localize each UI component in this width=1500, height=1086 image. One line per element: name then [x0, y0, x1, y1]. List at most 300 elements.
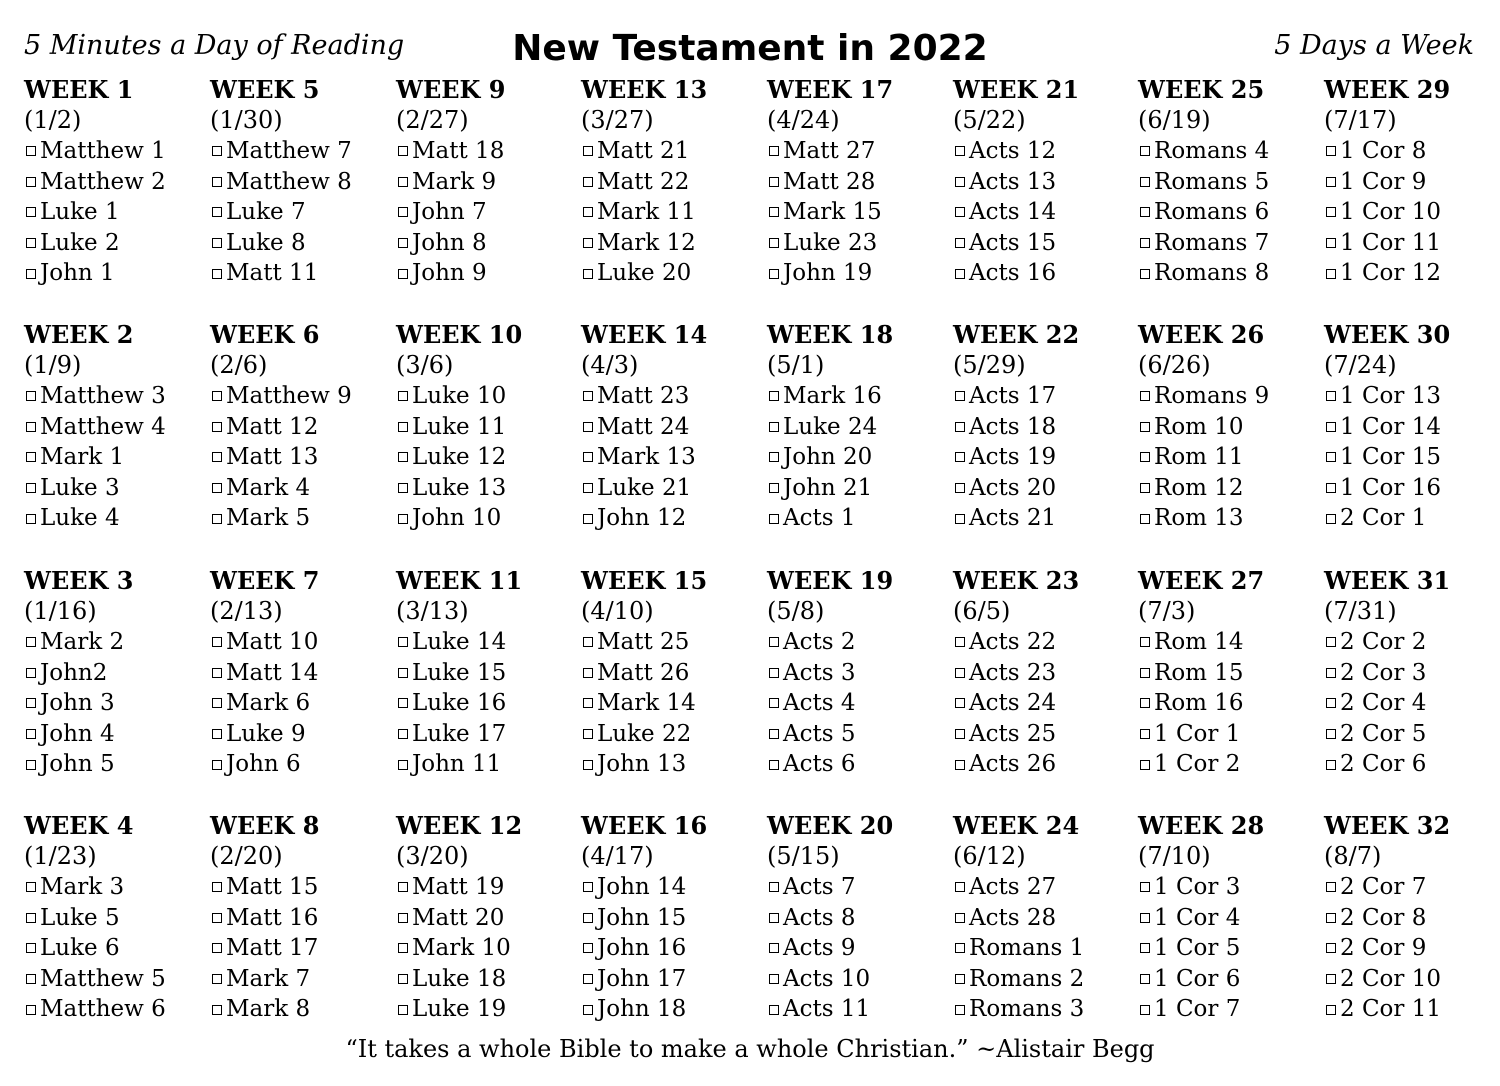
reading-label: Romans 5: [1154, 168, 1270, 195]
reading-label: 2 Cor 11: [1340, 996, 1441, 1023]
reading-item: [24, 503, 209, 534]
week-date: (3/13): [396, 597, 469, 625]
checkbox[interactable]: [955, 637, 965, 647]
reading-item: [1138, 228, 1323, 259]
reading-label: Romans 1: [969, 935, 1085, 962]
week-date: (4/24): [767, 106, 840, 134]
reading-item: [396, 994, 581, 1025]
checkbox[interactable]: [398, 882, 408, 892]
reading-label: Matt 13: [226, 444, 319, 471]
week-label: WEEK 26: [1138, 320, 1265, 349]
checkbox[interactable]: [1326, 698, 1336, 708]
checkbox[interactable]: [769, 177, 779, 187]
reading-item: [581, 197, 766, 228]
checkbox[interactable]: [1326, 207, 1336, 217]
reading-label: 1 Cor 16: [1340, 474, 1441, 501]
checkbox[interactable]: [1140, 452, 1150, 462]
reading-label: 1 Cor 7: [1154, 996, 1241, 1023]
reading-label: Luke 19: [412, 996, 507, 1023]
checkbox[interactable]: [26, 514, 36, 524]
checkbox[interactable]: [1326, 422, 1336, 432]
checkbox[interactable]: [26, 207, 36, 217]
checkbox[interactable]: [1140, 698, 1150, 708]
reading-item: [767, 872, 952, 903]
checkbox[interactable]: [955, 483, 965, 493]
reading-item: [1138, 964, 1323, 995]
checkbox[interactable]: [583, 422, 593, 432]
reading-label: Acts 14: [969, 199, 1057, 226]
reading-item: [1138, 197, 1323, 228]
checkbox[interactable]: [1140, 422, 1150, 432]
checkbox[interactable]: [1140, 882, 1150, 892]
week-label: WEEK 5: [210, 75, 320, 104]
week-label: WEEK 3: [24, 566, 134, 595]
checkbox[interactable]: [212, 269, 222, 279]
checkbox[interactable]: [1326, 882, 1336, 892]
checkbox[interactable]: [1326, 483, 1336, 493]
week-date: (1/2): [24, 106, 82, 134]
checkbox[interactable]: [1326, 452, 1336, 462]
checkbox[interactable]: [212, 698, 222, 708]
checkbox[interactable]: [769, 637, 779, 647]
checkbox[interactable]: [1140, 238, 1150, 248]
reading-item: [210, 658, 395, 689]
checkbox[interactable]: [398, 391, 408, 401]
checkbox[interactable]: [769, 943, 779, 953]
reading-item: [767, 473, 952, 504]
checkbox[interactable]: [583, 729, 593, 739]
reading-label: Luke 20: [597, 260, 692, 287]
checkbox[interactable]: [398, 422, 408, 432]
checkbox[interactable]: [398, 207, 408, 217]
week-date: (2/20): [210, 842, 283, 870]
week-date: (6/5): [953, 597, 1011, 625]
reading-item: [953, 473, 1138, 504]
checkbox[interactable]: [1326, 177, 1336, 187]
checkbox[interactable]: [26, 177, 36, 187]
reading-label: John 7: [412, 199, 487, 226]
checkbox[interactable]: [769, 269, 779, 279]
reading-item: [1138, 473, 1323, 504]
checkbox[interactable]: [769, 1005, 779, 1015]
checkbox[interactable]: [955, 729, 965, 739]
checkbox[interactable]: [26, 146, 36, 156]
checkbox[interactable]: [212, 238, 222, 248]
reading-item: [1138, 412, 1323, 443]
week-label: WEEK 27: [1138, 566, 1265, 595]
reading-label: Luke 1: [40, 199, 120, 226]
week-date: (1/23): [24, 842, 97, 870]
checkbox[interactable]: [1140, 913, 1150, 923]
checkbox[interactable]: [583, 698, 593, 708]
checkbox[interactable]: [26, 668, 36, 678]
reading-item: [767, 412, 952, 443]
reading-item: [24, 197, 209, 228]
checkbox[interactable]: [583, 974, 593, 984]
checkbox[interactable]: [398, 943, 408, 953]
checkbox[interactable]: [1326, 637, 1336, 647]
reading-label: John 18: [597, 996, 687, 1023]
checkbox[interactable]: [769, 514, 779, 524]
reading-item: [953, 658, 1138, 689]
reading-label: Luke 8: [226, 229, 306, 256]
checkbox[interactable]: [1140, 943, 1150, 953]
reading-label: John 16: [597, 935, 687, 962]
week-label: WEEK 19: [767, 566, 894, 595]
checkbox[interactable]: [26, 760, 36, 770]
checkbox[interactable]: [1326, 238, 1336, 248]
reading-label: Acts 5: [783, 720, 856, 747]
reading-item: [581, 903, 766, 934]
checkbox[interactable]: [398, 729, 408, 739]
checkbox[interactable]: [1326, 943, 1336, 953]
reading-item: [953, 197, 1138, 228]
checkbox[interactable]: [769, 974, 779, 984]
reading-item: [953, 719, 1138, 750]
reading-label: 2 Cor 2: [1340, 629, 1427, 655]
reading-label: Luke 11: [412, 413, 507, 440]
checkbox[interactable]: [955, 177, 965, 187]
reading-label: Luke 18: [412, 965, 507, 992]
checkbox[interactable]: [583, 177, 593, 187]
checkbox[interactable]: [398, 760, 408, 770]
reading-label: 1 Cor 14: [1340, 413, 1441, 440]
reading-item: [210, 228, 395, 259]
reading-item: [767, 903, 952, 934]
reading-item: [24, 994, 209, 1025]
checkbox[interactable]: [212, 882, 222, 892]
reading-item: [24, 167, 209, 198]
reading-item: [24, 933, 209, 964]
reading-label: Romans 2: [969, 965, 1085, 992]
reading-item: [1138, 503, 1323, 534]
checkbox[interactable]: [583, 238, 593, 248]
checkbox[interactable]: [212, 177, 222, 187]
reading-label: Acts 7: [783, 874, 856, 900]
checkbox[interactable]: [769, 882, 779, 892]
week-date: (3/20): [396, 842, 469, 870]
checkbox[interactable]: [769, 668, 779, 678]
checkbox[interactable]: [398, 269, 408, 279]
reading-label: 2 Cor 6: [1340, 751, 1427, 778]
reading-item: [1324, 627, 1500, 658]
week-label: WEEK 8: [210, 811, 320, 840]
reading-item: [396, 872, 581, 903]
checkbox[interactable]: [1140, 1005, 1150, 1015]
checkbox[interactable]: [955, 238, 965, 248]
checkbox[interactable]: [1326, 391, 1336, 401]
reading-item: [396, 719, 581, 750]
reading-label: John 21: [783, 474, 873, 501]
checkbox[interactable]: [583, 760, 593, 770]
checkbox[interactable]: [955, 452, 965, 462]
reading-item: [210, 719, 395, 750]
checkbox[interactable]: [1326, 760, 1336, 770]
checkbox[interactable]: [1326, 514, 1336, 524]
checkbox[interactable]: [1140, 760, 1150, 770]
checkbox[interactable]: [955, 146, 965, 156]
checkbox[interactable]: [769, 207, 779, 217]
checkbox[interactable]: [212, 452, 222, 462]
week-label: WEEK 7: [210, 566, 320, 595]
checkbox[interactable]: [26, 422, 36, 432]
checkbox[interactable]: [212, 207, 222, 217]
checkbox[interactable]: [1140, 207, 1150, 217]
checkbox[interactable]: [769, 913, 779, 923]
week-date: (4/3): [581, 351, 639, 379]
reading-label: Luke 21: [597, 474, 692, 501]
checkbox[interactable]: [212, 422, 222, 432]
checkbox[interactable]: [212, 514, 222, 524]
checkbox[interactable]: [583, 637, 593, 647]
checkbox[interactable]: [583, 913, 593, 923]
checkbox[interactable]: [398, 913, 408, 923]
checkbox[interactable]: [212, 974, 222, 984]
checkbox[interactable]: [769, 391, 779, 401]
checkbox[interactable]: [26, 238, 36, 248]
reading-item: [1324, 872, 1500, 903]
checkbox[interactable]: [26, 698, 36, 708]
week-block: [24, 810, 209, 1025]
reading-label: John 6: [226, 751, 301, 778]
reading-label: 2 Cor 7: [1340, 874, 1427, 900]
week-date: (4/10): [581, 597, 654, 625]
checkbox[interactable]: [26, 452, 36, 462]
checkbox[interactable]: [212, 483, 222, 493]
reading-label: Luke 15: [412, 659, 507, 686]
checkbox[interactable]: [583, 207, 593, 217]
reading-item: [1138, 381, 1323, 412]
checkbox[interactable]: [398, 177, 408, 187]
checkbox[interactable]: [1326, 668, 1336, 678]
checkbox[interactable]: [769, 146, 779, 156]
week-label: WEEK 24: [953, 811, 1080, 840]
week-block: [581, 319, 766, 534]
checkbox[interactable]: [769, 698, 779, 708]
week-date: (6/26): [1138, 351, 1211, 379]
reading-label: John 14: [597, 874, 687, 900]
checkbox[interactable]: [583, 943, 593, 953]
reading-label: John 15: [597, 904, 687, 931]
reading-item: [210, 872, 395, 903]
checkbox[interactable]: [769, 452, 779, 462]
checkbox[interactable]: [955, 1005, 965, 1015]
week-date: (6/19): [1138, 106, 1211, 134]
reading-label: John 19: [783, 260, 873, 287]
checkbox[interactable]: [398, 146, 408, 156]
reading-label: Mark 11: [597, 199, 696, 226]
checkbox[interactable]: [1140, 637, 1150, 647]
reading-item: [1324, 228, 1500, 259]
reading-item: [24, 658, 209, 689]
checkbox[interactable]: [769, 729, 779, 739]
reading-item: [767, 258, 952, 289]
checkbox[interactable]: [1326, 146, 1336, 156]
reading-label: John 3: [40, 690, 115, 717]
reading-label: Matt 25: [597, 629, 690, 655]
checkbox[interactable]: [955, 269, 965, 279]
reading-item: [953, 136, 1138, 167]
checkbox[interactable]: [955, 514, 965, 524]
checkbox[interactable]: [1326, 913, 1336, 923]
checkbox[interactable]: [583, 882, 593, 892]
subtitle-left: 5 Minutes a Day of Reading: [24, 30, 405, 61]
week-label: WEEK 1: [24, 75, 134, 104]
reading-item: [396, 688, 581, 719]
reading-item: [767, 688, 952, 719]
reading-label: Luke 22: [597, 720, 692, 747]
checkbox[interactable]: [212, 1005, 222, 1015]
checkbox[interactable]: [1140, 269, 1150, 279]
reading-label: Rom 13: [1154, 505, 1244, 532]
reading-label: 2 Cor 1: [1340, 505, 1427, 532]
checkbox[interactable]: [398, 698, 408, 708]
checkbox[interactable]: [212, 760, 222, 770]
checkbox[interactable]: [212, 668, 222, 678]
reading-label: John 8: [412, 229, 487, 256]
checkbox[interactable]: [769, 422, 779, 432]
week-label: WEEK 6: [210, 320, 320, 349]
reading-label: John 9: [412, 260, 487, 287]
reading-label: Acts 11: [783, 996, 871, 1023]
checkbox[interactable]: [212, 729, 222, 739]
checkbox[interactable]: [26, 637, 36, 647]
checkbox[interactable]: [398, 514, 408, 524]
reading-label: John 11: [412, 751, 502, 778]
reading-item: [953, 258, 1138, 289]
reading-item: [1138, 872, 1323, 903]
checkbox[interactable]: [769, 760, 779, 770]
week-date: (3/6): [396, 351, 454, 379]
checkbox[interactable]: [1326, 729, 1336, 739]
checkbox[interactable]: [583, 269, 593, 279]
reading-item: [396, 412, 581, 443]
checkbox[interactable]: [955, 882, 965, 892]
reading-item: [767, 749, 952, 780]
week-date: (7/24): [1324, 351, 1397, 379]
checkbox[interactable]: [955, 698, 965, 708]
checkbox[interactable]: [1140, 391, 1150, 401]
reading-item: [24, 258, 209, 289]
checkbox[interactable]: [1140, 974, 1150, 984]
checkbox[interactable]: [1326, 974, 1336, 984]
week-label: WEEK 13: [581, 75, 708, 104]
checkbox[interactable]: [955, 760, 965, 770]
checkbox[interactable]: [212, 637, 222, 647]
checkbox[interactable]: [26, 1005, 36, 1015]
checkbox[interactable]: [398, 974, 408, 984]
week-block: [1324, 810, 1500, 1025]
reading-item: [953, 442, 1138, 473]
checkbox[interactable]: [212, 913, 222, 923]
checkbox[interactable]: [583, 1005, 593, 1015]
checkbox[interactable]: [1326, 269, 1336, 279]
checkbox[interactable]: [1140, 729, 1150, 739]
checkbox[interactable]: [26, 913, 36, 923]
week-date: (2/6): [210, 351, 268, 379]
reading-label: Mark 13: [597, 444, 696, 471]
checkbox[interactable]: [583, 668, 593, 678]
checkbox[interactable]: [583, 146, 593, 156]
checkbox[interactable]: [955, 668, 965, 678]
checkbox[interactable]: [769, 483, 779, 493]
checkbox[interactable]: [398, 668, 408, 678]
checkbox[interactable]: [398, 637, 408, 647]
week-label: WEEK 20: [767, 811, 894, 840]
reading-item: [210, 473, 395, 504]
reading-item: [1138, 749, 1323, 780]
checkbox[interactable]: [26, 483, 36, 493]
reading-label: Matt 18: [412, 138, 505, 164]
checkbox[interactable]: [1140, 668, 1150, 678]
checkbox[interactable]: [955, 422, 965, 432]
checkbox[interactable]: [955, 391, 965, 401]
checkbox[interactable]: [769, 238, 779, 248]
checkbox[interactable]: [955, 974, 965, 984]
checkbox[interactable]: [212, 146, 222, 156]
checkbox[interactable]: [583, 452, 593, 462]
reading-item: [767, 994, 952, 1025]
checkbox[interactable]: [1140, 146, 1150, 156]
reading-item: [1324, 964, 1500, 995]
week-date: (1/30): [210, 106, 283, 134]
checkbox[interactable]: [955, 943, 965, 953]
checkbox[interactable]: [26, 974, 36, 984]
checkbox[interactable]: [26, 269, 36, 279]
checkbox[interactable]: [212, 391, 222, 401]
reading-label: Mark 5: [226, 505, 311, 532]
checkbox[interactable]: [26, 882, 36, 892]
reading-item: [1324, 412, 1500, 443]
reading-label: Luke 13: [412, 474, 507, 501]
reading-label: John 5: [40, 751, 115, 778]
checkbox[interactable]: [398, 1005, 408, 1015]
checkbox[interactable]: [26, 943, 36, 953]
checkbox[interactable]: [26, 729, 36, 739]
checkbox[interactable]: [583, 483, 593, 493]
week-date: (2/27): [396, 106, 469, 134]
checkbox[interactable]: [955, 207, 965, 217]
week-block: [767, 565, 952, 780]
reading-item: [210, 503, 395, 534]
checkbox[interactable]: [398, 483, 408, 493]
checkbox[interactable]: [1140, 483, 1150, 493]
checkbox[interactable]: [583, 514, 593, 524]
checkbox[interactable]: [398, 238, 408, 248]
reading-label: 2 Cor 8: [1340, 904, 1427, 931]
week-label: WEEK 2: [24, 320, 134, 349]
checkbox[interactable]: [1326, 1005, 1336, 1015]
reading-item: [767, 167, 952, 198]
checkbox[interactable]: [1140, 514, 1150, 524]
reading-item: [396, 627, 581, 658]
reading-item: [210, 964, 395, 995]
reading-item: [767, 719, 952, 750]
reading-item: [1138, 994, 1323, 1025]
checkbox[interactable]: [583, 391, 593, 401]
checkbox[interactable]: [1140, 177, 1150, 187]
week-date: (5/22): [953, 106, 1026, 134]
checkbox[interactable]: [398, 452, 408, 462]
reading-label: Romans 6: [1154, 199, 1270, 226]
reading-item: [210, 903, 395, 934]
week-block: [1324, 319, 1500, 534]
checkbox[interactable]: [212, 943, 222, 953]
reading-item: [953, 167, 1138, 198]
checkbox[interactable]: [955, 913, 965, 923]
checkbox[interactable]: [26, 391, 36, 401]
reading-item: [396, 658, 581, 689]
